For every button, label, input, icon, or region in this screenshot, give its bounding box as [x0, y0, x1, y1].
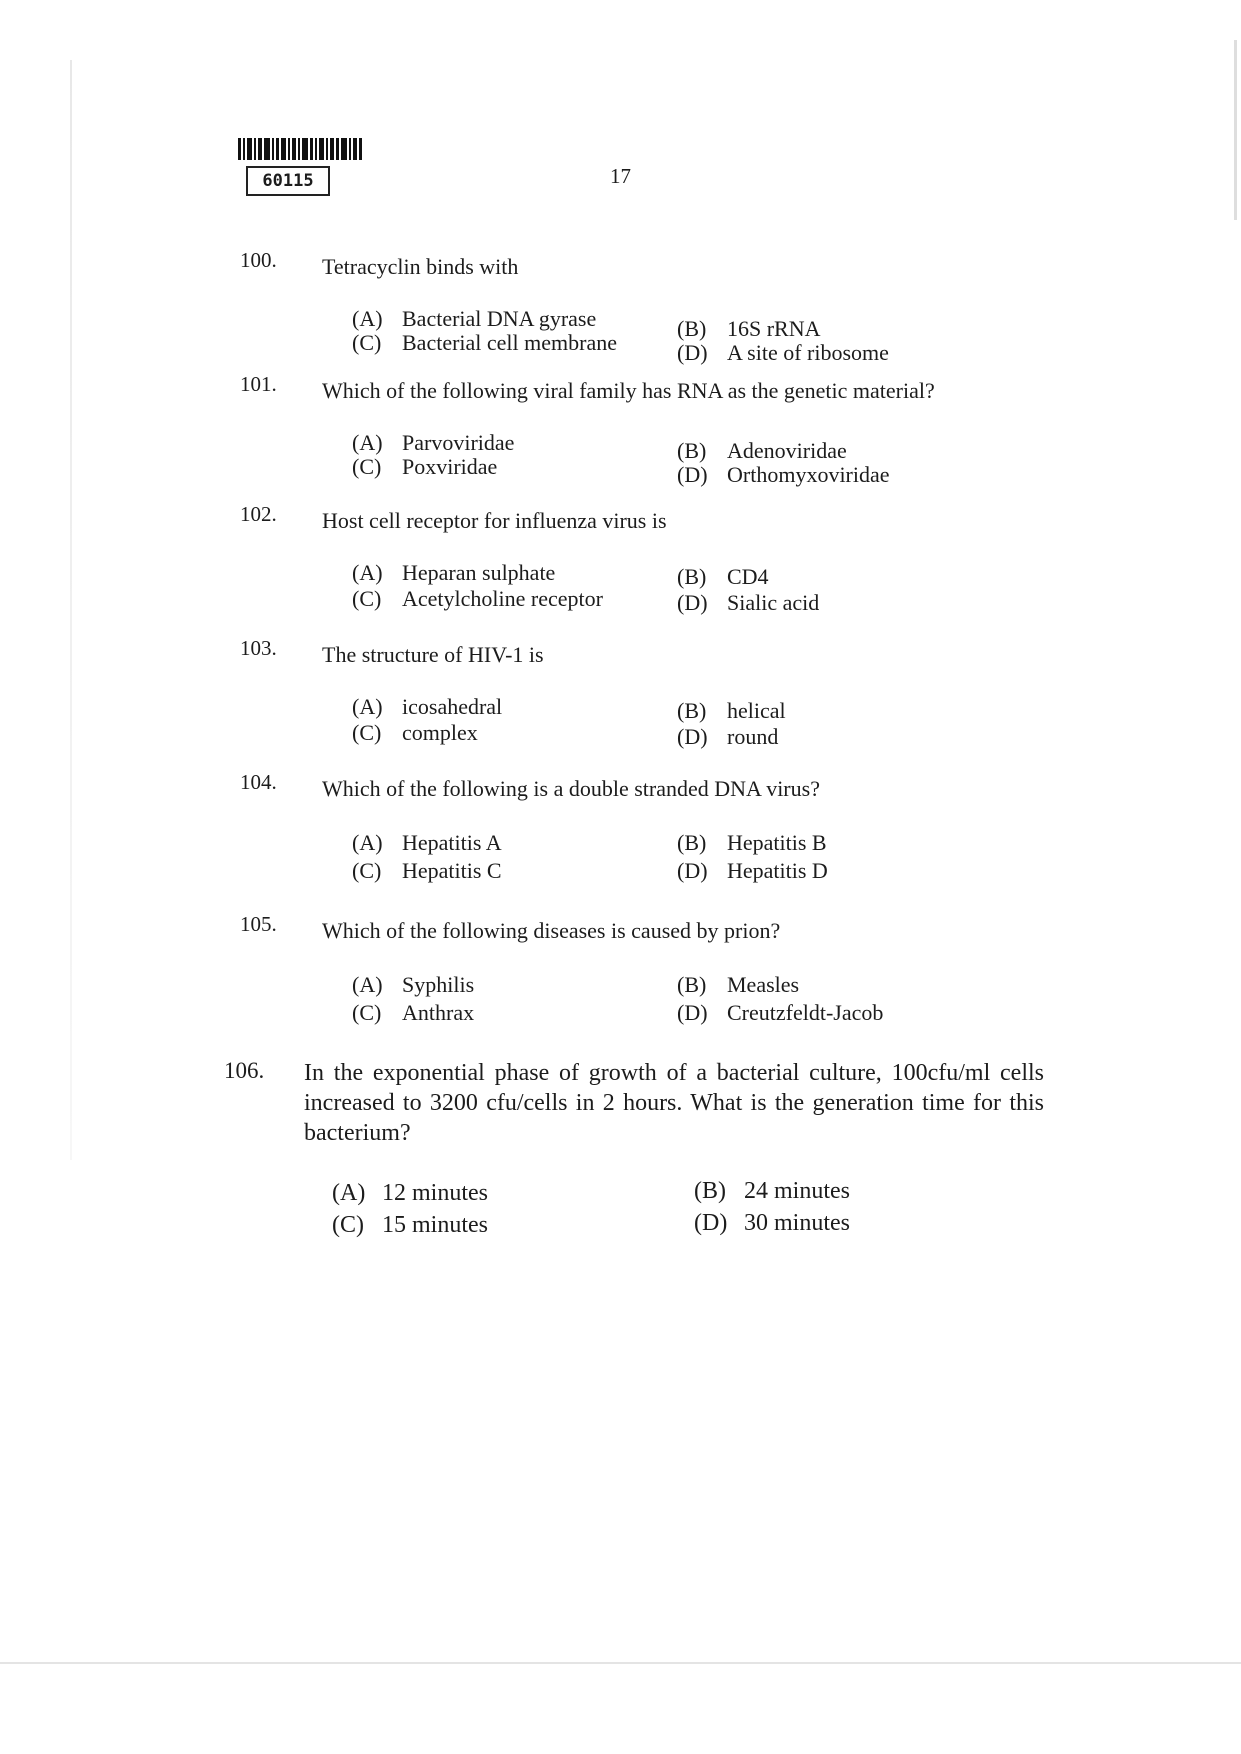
option-c[interactable]: (C) Poxviridae [352, 454, 498, 479]
option-d[interactable]: (D) Hepatitis D [677, 858, 828, 883]
option-d[interactable]: (D) 30 minutes [694, 1210, 850, 1236]
option-b[interactable]: (B) CD4 [677, 564, 769, 589]
barcode-graphic [238, 138, 378, 160]
question-number: 106. [224, 1058, 265, 1083]
option-a[interactable]: (A) icosahedral [352, 694, 503, 719]
option-d[interactable]: (D) round [677, 724, 779, 749]
option-b[interactable]: (B) Hepatitis B [677, 830, 827, 855]
question-number: 104. [240, 770, 277, 794]
option-a[interactable]: (A) Bacterial DNA gyrase [352, 306, 597, 331]
option-d[interactable]: (D) A site of ribosome [677, 340, 889, 365]
option-b[interactable]: (B) helical [677, 698, 786, 723]
question-text: Which of the following diseases is caused by prion? [322, 918, 781, 943]
question-number: 101. [240, 372, 277, 396]
question-number: 105. [240, 912, 277, 936]
option-d[interactable]: (D) Orthomyxoviridae [677, 462, 890, 487]
question-number: 103. [240, 636, 277, 660]
question-number: 102. [240, 502, 277, 526]
question-text: Which of the following viral family has RNA as the genetic material? [322, 378, 935, 403]
option-a[interactable]: (A) Heparan sulphate [352, 560, 556, 585]
option-d[interactable]: (D) Sialic acid [677, 590, 820, 615]
option-a[interactable]: (A) Hepatitis A [352, 830, 502, 855]
booklet-code: 60115 [246, 166, 330, 196]
option-c[interactable]: (C) Anthrax [352, 1000, 475, 1025]
option-a[interactable]: (A) Parvoviridae [352, 430, 515, 455]
question-text: Tetracyclin binds with [322, 254, 519, 279]
question-text: Which of the following is a double stranded DNA virus? [322, 776, 820, 801]
scan-edge-left [70, 60, 72, 1160]
option-b[interactable]: (B) Adenoviridae [677, 438, 847, 463]
option-b[interactable]: (B) Measles [677, 972, 800, 997]
option-c[interactable]: (C) Acetylcholine receptor [352, 586, 603, 611]
option-c[interactable]: (C) complex [352, 720, 478, 745]
option-c[interactable]: (C) 15 minutes [332, 1212, 488, 1238]
question-text: The structure of HIV-1 is [322, 642, 544, 667]
question-number: 100. [240, 248, 277, 272]
option-b[interactable]: (B) 16S rRNA [677, 316, 821, 341]
question-text: In the exponential phase of growth of a bacterial culture, 100cfu/ml cells increased to 3200 cfu/cells in 2 hours. What is the generation time for this bacterium? [304, 1060, 1044, 1146]
option-c[interactable]: (C) Hepatitis C [352, 858, 502, 883]
option-a[interactable]: (A) Syphilis [352, 972, 475, 997]
scan-edge-right [1234, 40, 1237, 220]
scan-edge-bottom [0, 1662, 1241, 1664]
option-b[interactable]: (B) 24 minutes [694, 1178, 850, 1204]
option-a[interactable]: (A) 12 minutes [332, 1180, 488, 1206]
question-text: Host cell receptor for influenza virus is [322, 508, 667, 533]
option-c[interactable]: (C) Bacterial cell membrane [352, 330, 617, 355]
page-number: 17 [610, 164, 631, 188]
option-d[interactable]: (D) Creutzfeldt-Jacob [677, 1000, 884, 1025]
